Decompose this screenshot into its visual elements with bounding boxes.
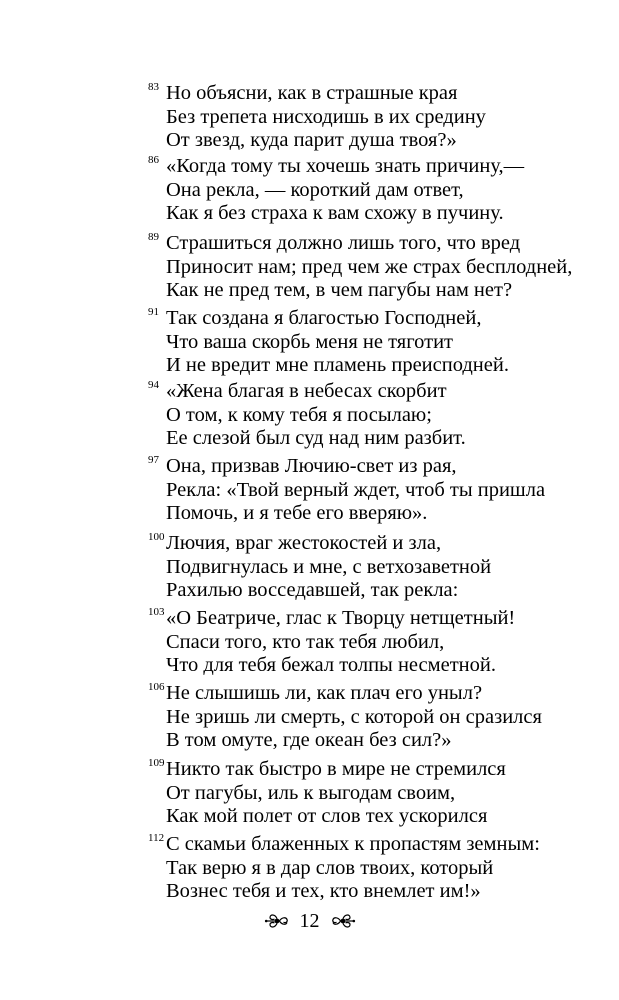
verse-line bbox=[148, 607, 598, 631]
verse-line bbox=[148, 256, 598, 280]
verse-line bbox=[148, 502, 598, 526]
verse-text: Как я без страха к вам схожу в пучину. bbox=[166, 202, 504, 224]
verse-line bbox=[148, 857, 598, 881]
verse-line bbox=[148, 427, 598, 451]
verse-line bbox=[148, 106, 598, 130]
verse-number: 106 bbox=[148, 681, 165, 693]
verse-text: Что для тебя бежал толпы несметной. bbox=[166, 654, 496, 676]
verse-text: Ее слезой был суд над ним разбит. bbox=[166, 427, 466, 449]
verse-line bbox=[148, 202, 598, 226]
verse-text: С скамьи блаженных к пропастям земным: bbox=[166, 833, 540, 855]
stanza bbox=[148, 307, 598, 378]
verse-text: В том омуте, где океан без сил?» bbox=[166, 729, 452, 751]
verse-text: Как не пред тем, в чем пагубы нам нет? bbox=[166, 279, 513, 301]
verse-line bbox=[148, 179, 598, 203]
verse-number: 109 bbox=[148, 757, 165, 769]
verse-line bbox=[148, 758, 598, 782]
verse-text: Вознес тебя и тех, кто внемлет им!» bbox=[166, 880, 481, 902]
verse-text: Лючия, враг жестокостей и зла, bbox=[166, 532, 442, 554]
verse-text: Подвигнулась и мне, с ветхозаветной bbox=[166, 555, 492, 578]
stanza bbox=[148, 833, 598, 904]
stanza bbox=[148, 607, 598, 678]
verse-line bbox=[148, 805, 598, 829]
stanza bbox=[148, 682, 598, 753]
verse-text: И не вредит мне пламень преисподней. bbox=[166, 354, 509, 376]
verse-text: Спаси того, кто так тебя любил, bbox=[166, 630, 445, 653]
verse-text: Она рекла, — короткий дам ответ, bbox=[166, 178, 464, 201]
verse-text: Рахилью восседавшей, так рекла: bbox=[166, 579, 459, 601]
verse-line bbox=[148, 706, 598, 730]
verse-line bbox=[148, 354, 598, 378]
stanza bbox=[148, 232, 598, 303]
verse-text: Как мой полет от слов тех ускорился bbox=[166, 805, 488, 827]
verse-line bbox=[148, 279, 598, 303]
verse-line bbox=[148, 479, 598, 503]
verse-number: 91 bbox=[148, 306, 159, 318]
verse-line bbox=[148, 82, 598, 106]
verse-text: Рекла: «Твой верный ждет, чтоб ты пришла bbox=[166, 478, 546, 501]
verse-text: От пагубы, иль к выгодам своим, bbox=[166, 781, 456, 804]
verse-text: Но объясни, как в страшные края bbox=[166, 82, 458, 104]
verse-line bbox=[148, 729, 598, 753]
verse-text: Никто так быстро в мире не стремился bbox=[166, 758, 506, 780]
verse-line bbox=[148, 404, 598, 428]
verse-line bbox=[148, 532, 598, 556]
verse-text: «Жена благая в небесах скорбит bbox=[166, 380, 447, 402]
verse-line bbox=[148, 880, 598, 904]
verse-text: О том, к кому тебя я посылаю; bbox=[166, 403, 432, 426]
fleuron-right-icon bbox=[330, 912, 356, 930]
verse-line bbox=[148, 631, 598, 655]
stanza bbox=[148, 758, 598, 829]
verse-text: «Когда тому ты хочешь знать причину,— bbox=[166, 155, 525, 177]
verse-text: Приносит нам; пред чем же страх бесплодней, bbox=[166, 255, 573, 278]
verse-text: Она, призвав Лючию-свет из рая, bbox=[166, 455, 457, 477]
verse-number: 103 bbox=[148, 606, 165, 618]
verse-number: 97 bbox=[148, 454, 159, 466]
stanza bbox=[148, 532, 598, 603]
verse-text: Так верю я в дар слов твоих, который bbox=[166, 856, 494, 879]
verse-text: Что ваша скорбь меня не тяготит bbox=[166, 330, 453, 353]
verse-number: 94 bbox=[148, 379, 159, 391]
stanza bbox=[148, 455, 598, 526]
verse-line bbox=[148, 654, 598, 678]
verse-text: Так создана я благостью Господней, bbox=[166, 307, 482, 329]
verse-number: 89 bbox=[148, 231, 159, 243]
verse-text: Помочь, и я тебе его вверяю». bbox=[166, 502, 428, 524]
verse-text: Без трепета нисходишь в их средину bbox=[166, 105, 486, 128]
verse-text: От звезд, куда парит душа твоя?» bbox=[166, 129, 457, 151]
page-footer bbox=[0, 906, 619, 936]
verse-line bbox=[148, 579, 598, 603]
stanza bbox=[148, 82, 598, 153]
verse-number: 86 bbox=[148, 154, 159, 166]
verse-line bbox=[148, 782, 598, 806]
page-number: 12 bbox=[299, 910, 320, 932]
verse-text: «О Беатриче, глас к Творцу нетщетный! bbox=[166, 607, 516, 629]
stanza bbox=[148, 380, 598, 451]
verse-text: Не слышишь ли, как плач его уныл? bbox=[166, 682, 483, 704]
verse-line bbox=[148, 155, 598, 179]
verse-line bbox=[148, 556, 598, 580]
stanza bbox=[148, 155, 598, 226]
verse-text: Страшиться должно лишь того, что вред bbox=[166, 232, 521, 254]
verse-number: 83 bbox=[148, 81, 159, 93]
verse-line bbox=[148, 232, 598, 256]
verse-line bbox=[148, 455, 598, 479]
verse-line bbox=[148, 331, 598, 355]
verse-line bbox=[148, 307, 598, 331]
fleuron-left-icon bbox=[264, 912, 290, 930]
verse-line bbox=[148, 380, 598, 404]
verse-text: Не зришь ли смерть, с которой он сразился bbox=[166, 705, 542, 728]
verse-line bbox=[148, 682, 598, 706]
verse-number: 112 bbox=[148, 832, 165, 844]
verse-line bbox=[148, 833, 598, 857]
verse-number: 100 bbox=[148, 531, 165, 543]
verse-line bbox=[148, 129, 598, 153]
